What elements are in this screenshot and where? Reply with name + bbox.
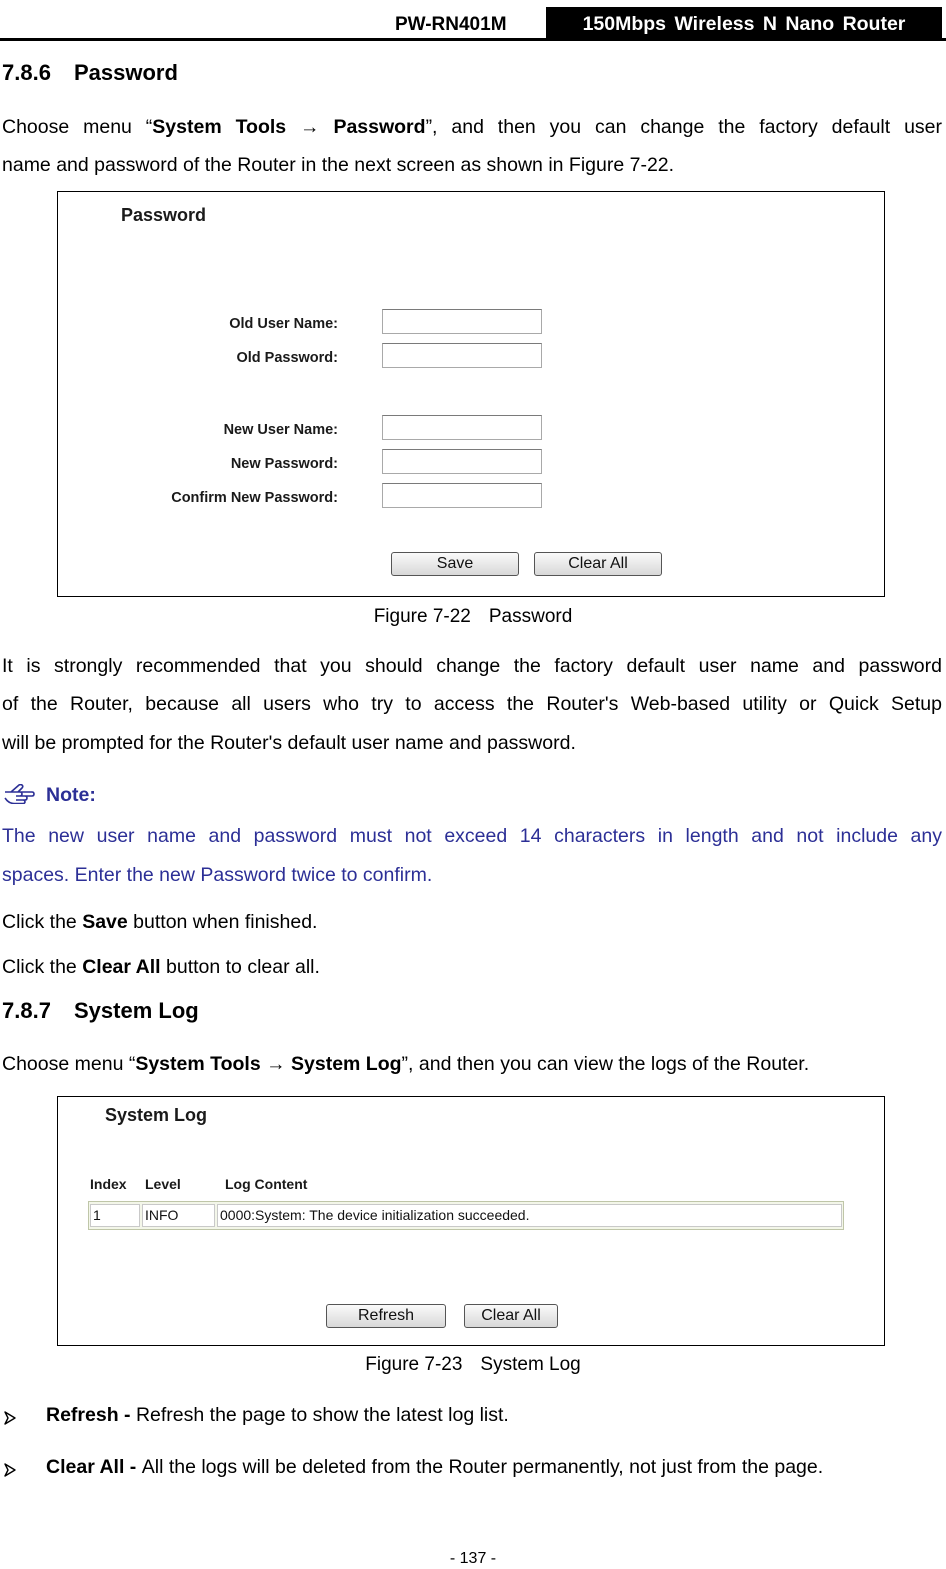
pane-title-system-log: System Log [105, 1105, 208, 1125]
password-intro-line2: name and password of the Router in the next screen as shown in Figure 7-22. [2, 154, 675, 176]
click-clear-pre: Click the [2, 956, 83, 978]
section-heading-password [2, 60, 178, 86]
menu-system-tools: System Tools [135, 1053, 261, 1075]
bullet-desc: All the logs will be deleted from the Router permanently, not just from the page. [141, 1456, 824, 1478]
doc-model-label: PW-RN401M [395, 14, 507, 35]
arrowhead-bullet-icon [4, 1463, 16, 1477]
caption-text: System Log [480, 1354, 581, 1375]
pointing-hand-icon [4, 784, 38, 804]
password-intro-line1 [2, 108, 942, 146]
bullet-term: Refresh - [46, 1404, 136, 1426]
intro-text: ”, and then you can change the factory default user [425, 116, 943, 138]
old-password-input[interactable] [382, 343, 542, 368]
note-line2: spaces. Enter the new Password twice to confirm. [2, 864, 433, 886]
note-label: Note: [46, 784, 96, 806]
arrowhead-bullet-icon [4, 1411, 16, 1425]
col-header-log-content: Log Content [225, 1176, 308, 1192]
bullet-refresh [46, 1404, 509, 1427]
col-header-level: Level [145, 1176, 181, 1192]
section-title: System Log [74, 998, 199, 1023]
caption-number: Figure 7-22 [373, 606, 471, 627]
system-log-figure [57, 1096, 885, 1346]
click-clear-bold: Clear All [82, 956, 161, 978]
section-number: 7.8.6 [2, 60, 51, 85]
new-username-input[interactable] [382, 415, 542, 440]
doc-product-banner: 150Mbps Wireless N Nano Router [546, 7, 942, 41]
section-heading-system-log [2, 998, 199, 1024]
menu-system-log: System Log [291, 1053, 402, 1075]
log-level-cell: INFO [142, 1204, 215, 1227]
click-save-post: button when finished. [127, 911, 318, 933]
new-password-label: New Password: [230, 456, 338, 472]
confirm-password-input[interactable] [382, 483, 542, 508]
menu-system-tools: System Tools [152, 116, 287, 138]
click-save-text [2, 903, 942, 941]
caption-number: Figure 7-23 [365, 1354, 463, 1375]
bullet-clear-all [46, 1456, 823, 1479]
header-rule [0, 38, 946, 41]
new-username-label: New User Name: [223, 422, 338, 438]
table-row [88, 1201, 844, 1230]
section-number: 7.8.7 [2, 998, 51, 1023]
old-username-label: Old User Name: [229, 316, 338, 332]
log-index-cell: 1 [90, 1204, 140, 1227]
confirm-password-label: Confirm New Password: [171, 490, 338, 506]
password-figure [57, 191, 885, 597]
section-title: Password [74, 60, 178, 85]
new-password-input[interactable] [382, 449, 542, 474]
recommendation-line2: of the Router, because all users who try to access the Router's Web-based utility or Quick Setup [2, 693, 942, 715]
intro-text: ”, and then you can view the logs of the Router. [401, 1053, 810, 1075]
menu-arrow-icon: → [266, 1053, 286, 1075]
old-username-input[interactable] [382, 309, 542, 334]
note-line1: The new user name and password must not exceed 14 characters in length and not include any [2, 825, 942, 847]
intro-text: Choose menu “ [2, 116, 153, 138]
figure-caption-7-23 [0, 1354, 946, 1376]
save-button[interactable]: Save [391, 552, 519, 576]
system-log-intro [2, 1045, 942, 1083]
caption-text: Password [488, 606, 573, 627]
figure-caption-7-22 [0, 606, 946, 628]
col-header-index: Index [90, 1176, 127, 1192]
old-password-label: Old Password: [236, 350, 338, 366]
clear-all-button[interactable]: Clear All [534, 552, 662, 576]
pane-title-password: Password [121, 205, 207, 225]
click-clear-post: button to clear all. [160, 956, 320, 978]
bullet-desc: Refresh the page to show the latest log list. [135, 1404, 509, 1426]
click-clear-text [2, 948, 942, 986]
recommendation-line1: It is strongly recommended that you should change the factory default user name and password [2, 655, 942, 677]
menu-password: Password [333, 116, 426, 138]
recommendation-line3: will be prompted for the Router's default user name and password. [2, 732, 576, 754]
bullet-term: Clear All - [46, 1456, 142, 1478]
note-heading [4, 784, 96, 807]
log-content-cell: 0000:System: The device initialization succeeded. [217, 1204, 842, 1227]
click-save-bold: Save [82, 911, 128, 933]
refresh-button[interactable]: Refresh [326, 1304, 446, 1328]
page-number: - 137 - [449, 1550, 497, 1567]
menu-arrow-icon: → [300, 116, 320, 138]
click-save-pre: Click the [2, 911, 83, 933]
clear-all-log-button[interactable]: Clear All [464, 1304, 558, 1328]
intro-text: Choose menu “ [2, 1053, 136, 1075]
